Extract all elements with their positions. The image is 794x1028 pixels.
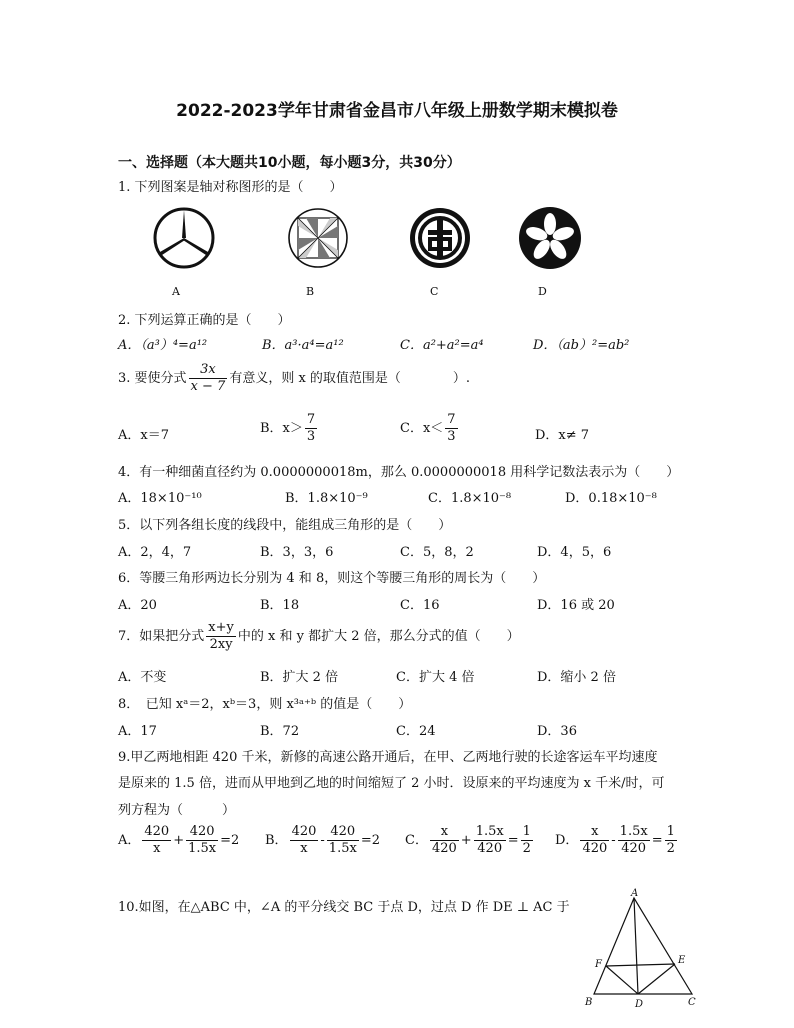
q9-c-f1n: x	[430, 824, 459, 841]
q9-d-op: -	[611, 833, 616, 848]
q9-c-f1d: 420	[431, 841, 457, 856]
q8-stem: 8． 已知 xᵃ＝2，xᵇ＝3，则 x³ᵃ⁺ᵇ 的值是（ ）	[118, 697, 412, 712]
bisector-ad	[634, 898, 638, 994]
q1-label-d: D	[538, 285, 547, 298]
q9-option-b	[265, 824, 380, 857]
page-title: 2022-2023学年甘肃省金昌市八年级上册数学期末模拟卷	[176, 101, 618, 121]
q9-b-frac1	[290, 824, 319, 857]
q9-d-eq: =	[651, 833, 663, 848]
q9-c-frac2	[474, 824, 506, 857]
q4-option-a: A．18×10⁻¹⁰	[118, 491, 202, 506]
circle-emblem-icon	[408, 206, 472, 270]
q9-d-frac2	[618, 824, 650, 857]
q3-fraction	[189, 362, 228, 395]
q9-d-f1n: x	[580, 824, 609, 841]
q3-b-den: 3	[306, 429, 316, 444]
point-e: E	[678, 955, 686, 966]
q9-line-2: 是原来的 1.5 倍，进而从甲地到乙地的时间缩短了 2 小时．设原来的平均速度为 x 千米/时，可	[118, 776, 665, 791]
q9-c-rn: 1	[522, 824, 531, 839]
q3-num: 3x	[189, 362, 228, 379]
triangle-abc	[594, 898, 692, 994]
q9-a-f1n: 420	[144, 824, 170, 839]
q9-b-f1n: 420	[291, 824, 317, 839]
q9-c-f2d: 420	[477, 841, 503, 856]
q9-c-op: +	[460, 833, 472, 848]
q9-b-op: -	[320, 833, 325, 848]
q9-a-frac2	[186, 824, 218, 857]
q3-c-den: 3	[447, 429, 456, 444]
q9-option-a	[118, 824, 239, 857]
q9-b-rhs: =2	[360, 833, 380, 848]
q9-b-frac2	[327, 824, 359, 857]
q8-option-c: C．24	[396, 724, 436, 739]
q3-c-frac	[445, 412, 457, 445]
q7-post: 中的 x 和 y 都扩大 2 倍，那么分式的值（ ）	[237, 629, 520, 644]
segment-fe	[606, 964, 675, 966]
q9-c-f2n: 1.5x	[475, 824, 504, 839]
q5-stem: 5．以下列各组长度的线段中，能组成三角形的是（ ）	[118, 518, 452, 533]
q9-a-frac1	[142, 824, 171, 857]
q5-option-b: B．3，3，6	[260, 545, 334, 560]
bauhinia-flower-icon	[518, 206, 582, 270]
q7-option-c: C．扩大 4 倍	[396, 670, 475, 685]
q3-c-pre: C．x＜	[400, 421, 444, 436]
q9-a-rhs: =2	[220, 833, 240, 848]
point-a: A	[631, 888, 639, 899]
q6-option-a: A．20	[118, 598, 157, 613]
q3-post: 有意义，则 x 的取值范围是（ ）.	[229, 371, 471, 386]
q7-num: x+y	[208, 620, 234, 635]
q9-a-op: +	[173, 833, 185, 848]
mercedes-logo-icon	[152, 206, 216, 270]
pinwheel-logo-icon	[286, 206, 350, 270]
q3-option-a: A．x＝7	[118, 428, 169, 443]
q2-option-b: B．a³·a⁴=a¹²	[262, 338, 344, 353]
q3-option-d: D．x≠ 7	[535, 428, 590, 443]
q1-stem: 1. 下列图案是轴对称图形的是（ ）	[118, 180, 343, 195]
q6-stem: 6．等腰三角形两边长分别为 4 和 8，则这个等腰三角形的周长为（ ）	[118, 571, 546, 586]
q9-line-1: 9.甲乙两地相距 420 千米，新修的高速公路开通后，在甲、乙两地行驶的长途客运车平均速度	[118, 750, 658, 765]
q2-option-c: C．a²+a²=a⁴	[400, 338, 484, 353]
section-heading: 一、选择题（本大题共10小题，每小题3分，共30分）	[118, 155, 461, 171]
q4-stem: 4．有一种细菌直径约为 0.0000000018m，那么 0.0000000018 用科学记数法表示为（ ）	[118, 465, 680, 480]
q2-option-d: D．（ab）²=ab²	[533, 338, 630, 353]
q9-c-eq: =	[507, 833, 519, 848]
q9-d-label: D．	[555, 833, 579, 848]
q9-option-c	[405, 824, 535, 857]
q9-c-rd: 2	[522, 841, 531, 856]
q2-stem: 2. 下列运算正确的是（ ）	[118, 313, 291, 328]
q9-c-label: C．	[405, 833, 428, 848]
q9-d-frac3	[665, 824, 677, 857]
q7-stem	[118, 620, 520, 653]
q8-option-d: D．36	[537, 724, 577, 739]
q9-d-f2n: 1.5x	[619, 824, 648, 839]
q9-d-f2d: 420	[621, 841, 647, 856]
q6-option-d: D．16 或 20	[537, 598, 615, 613]
q1-label-b: B	[306, 285, 315, 298]
q9-d-frac1	[580, 824, 609, 857]
q7-option-d: D．缩小 2 倍	[537, 670, 616, 685]
q5-option-c: C．5，8，2	[400, 545, 474, 560]
q9-a-f2n: 420	[186, 824, 218, 841]
q3-b-pre: B．x＞	[260, 421, 303, 436]
q4-option-c: C．1.8×10⁻⁸	[428, 491, 512, 506]
q10-stem: 10.如图，在△ABC 中，∠A 的平分线交 BC 于点 D，过点 D 作 DE ⊥ AC 于	[118, 900, 570, 915]
q9-d-f1d: 420	[582, 841, 608, 856]
q1-label-c: C	[430, 285, 439, 298]
q9-b-label: B．	[265, 833, 288, 848]
q5-option-a: A．2，4，7	[118, 545, 192, 560]
q9-b-f2d: 1.5x	[328, 841, 357, 856]
q9-a-f1d: x	[153, 841, 161, 856]
q9-a-label: A．	[118, 833, 141, 848]
q3-pre: 3. 要使分式	[118, 371, 187, 386]
q7-fraction	[206, 620, 236, 653]
q9-c-frac1	[430, 824, 459, 857]
q3-stem	[118, 362, 470, 395]
point-c: C	[688, 997, 696, 1008]
q9-c-frac3	[521, 824, 533, 857]
q7-option-b: B．扩大 2 倍	[260, 670, 339, 685]
point-f: F	[595, 959, 602, 970]
q3-c-num: 7	[447, 412, 456, 427]
segment-de	[638, 964, 675, 994]
q9-a-f2d: 1.5x	[188, 841, 217, 856]
point-b: B	[585, 997, 593, 1008]
segment-df	[606, 966, 638, 994]
q7-den: 2xy	[209, 637, 233, 652]
q1-label-a: A	[172, 285, 180, 298]
q3-option-b	[260, 412, 319, 445]
q3-den: x − 7	[190, 379, 226, 394]
q9-b-f2n: 420	[327, 824, 359, 841]
q7-option-a: A．不变	[118, 670, 167, 685]
q6-option-c: C．16	[400, 598, 440, 613]
q9-d-rd: 2	[666, 841, 675, 856]
triangle-diagram	[582, 886, 702, 1022]
q3-option-c	[400, 412, 460, 445]
q9-option-d	[555, 824, 679, 857]
q7-pre: 7．如果把分式	[118, 629, 205, 644]
q9-b-f1d: x	[300, 841, 308, 856]
q5-option-d: D．4，5，6	[537, 545, 612, 560]
q2-option-a: A．（a³）⁴=a¹²	[118, 338, 208, 353]
q4-option-b: B．1.8×10⁻⁹	[285, 491, 368, 506]
q4-option-d: D．0.18×10⁻⁸	[565, 491, 657, 506]
point-d: D	[635, 999, 644, 1010]
q8-option-a: A．17	[118, 724, 157, 739]
q6-option-b: B．18	[260, 598, 300, 613]
q8-option-b: B．72	[260, 724, 300, 739]
q3-b-num: 7	[306, 412, 316, 427]
q9-line-3: 列方程为（ ）	[118, 803, 236, 818]
q3-b-frac	[305, 412, 317, 445]
q9-d-rn: 1	[666, 824, 675, 839]
